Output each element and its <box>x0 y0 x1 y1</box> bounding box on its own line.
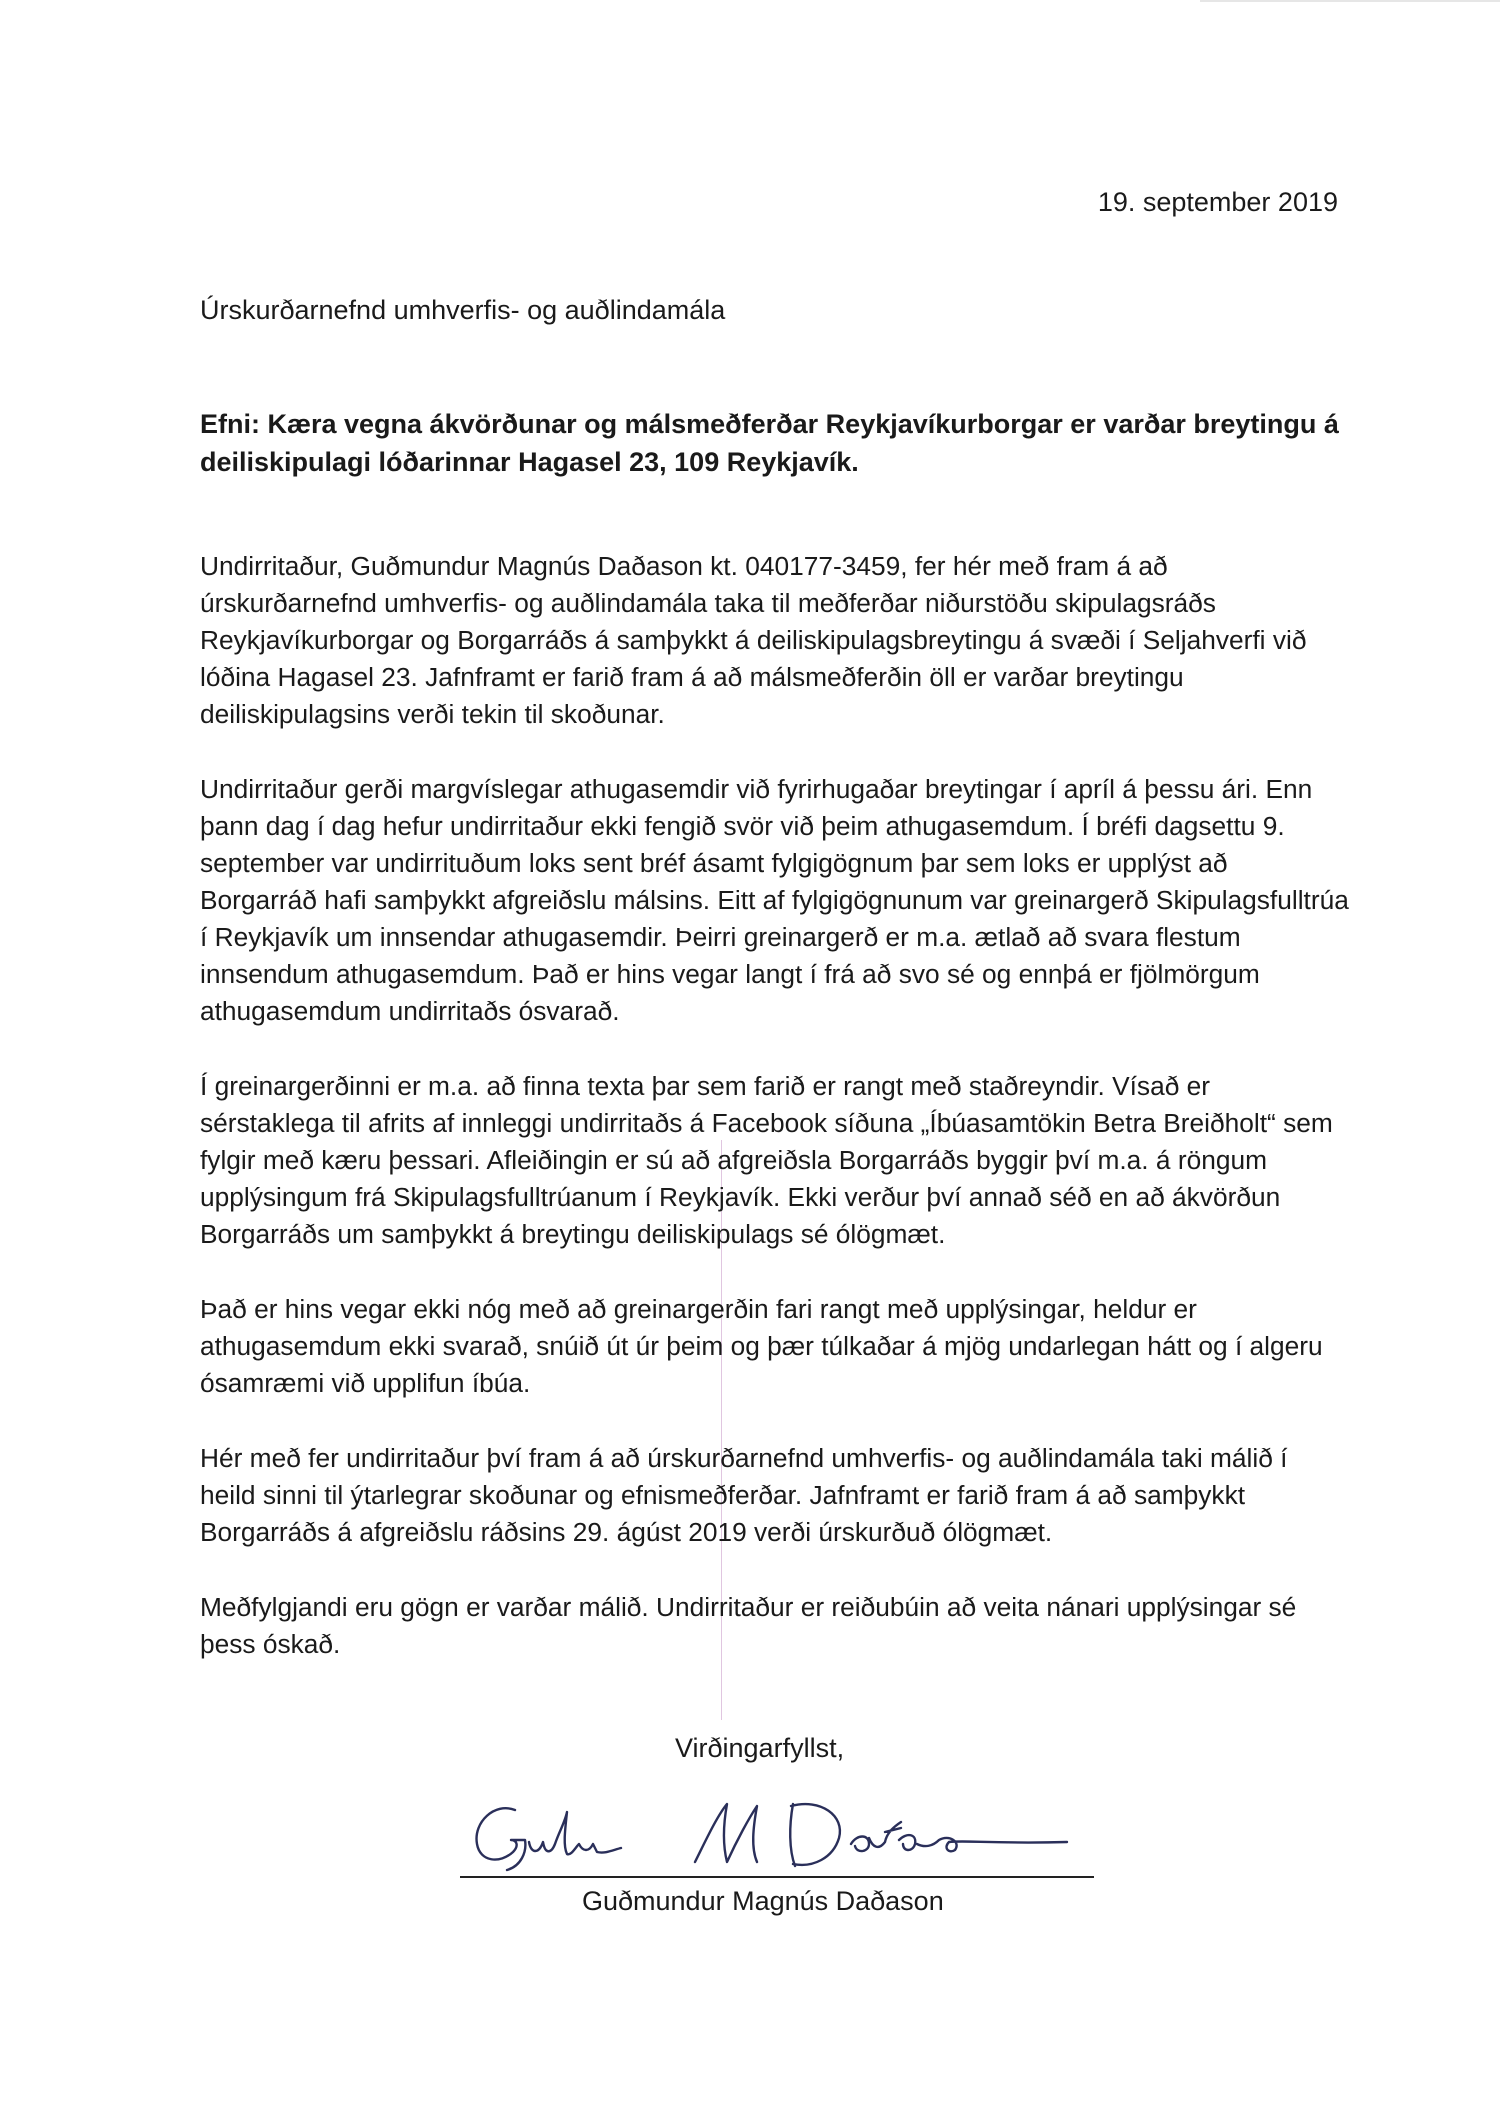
recipient: Úrskurðarnefnd umhverfis- og auðlindamála <box>200 295 726 325</box>
paragraph: Það er hins vegar ekki nóg með að greinargerðin fari rangt með upplýsingar, heldur er athugasemdum ekki svarað, snúið út úr þeim og þær túlkaðar á mjög undarlegan hátt og í algeru ósamræmi við upplifun íbúa. <box>200 1294 1323 1398</box>
scan-edge-line <box>1200 0 1500 2</box>
letter-date: 19. september 2019 <box>1097 187 1338 217</box>
paragraph: Í greinargerðinni er m.a. að finna texta þar sem farið er rangt með staðreyndir. Vísað er sérstaklega til afrits af innleggi undirritaðs á Facebook síðuna „Íbúasamtökin Betra Breiðholt“ sem fylgir með kæru þessari. Afleiðingin er sú að afgreiðsla Borgarráðs byggir því m.a. á röngum upplýsingum frá Skipulagsfulltrúanum í Reykjavík. Ekki verður því annað séð en að ákvörðun Borgarráðs um samþykkt á breytingu deiliskipulags sé ólögmæt. <box>200 1071 1333 1249</box>
paragraph: Undirritaður, Guðmundur Magnús Daðason kt. 040177-3459, fer hér með fram á að úrskurðarnefnd umhverfis- og auðlindamála taka til meðferðar niðurstöðu skipulagsráðs Reykjavíkurborgar og Borgarráðs á samþykkt á deiliskipulagsbreytingu á svæði í Seljahverfi við lóðina Hagasel 23. Jafnframt er farið fram á að málsmeðferðin öll er varðar breytingu deiliskipulagsins verði tekin til skoðunar. <box>200 551 1307 729</box>
letter-body <box>200 548 1350 1701</box>
subject-line: Efni: Kæra vegna ákvörðunar og málsmeðferðar Reykjavíkurborgar er varðar breytingu á deiliskipulagi lóðarinnar Hagasel 23, 109 Reykjavík. <box>200 409 1339 477</box>
signer-name: Guðmundur Magnús Daðason <box>582 1886 944 1916</box>
signature-line <box>460 1876 1094 1878</box>
paragraph: Hér með fer undirritaður því fram á að úrskurðarnefnd umhverfis- og auðlindamála taki málið í heild sinni til ýtarlegrar skoðunar og efnismeðferðar. Jafnframt er farið fram á að samþykkt Borgarráðs á afgreiðslu ráðsins 29. ágúst 2019 verði úrskurðuð ólögmæt. <box>200 1443 1288 1547</box>
paragraph: Undirritaður gerði margvíslegar athugasemdir við fyrirhugaðar breytingar í apríl á þessu ári. Enn þann dag í dag hefur undirritaður ekki fengið svör við þeim athugasemdum. Í bréfi dagsettu 9. september var undirrituðum loks sent bréf ásamt fylgigögnum þar sem loks er upplýst að Borgarráð hafi samþykkt afgreiðslu málsins. Eitt af fylgigögnunum var greinargerð Skipulagsfulltrúa í Reykjavík um innsendar athugasemdir. Þeirri greinargerð er m.a. ætlað að svara flestum innsendum athugasemdum. Það er hins vegar langt í frá að svo sé og ennþá er fjölmörgum athugasemdum undirritaðs ósvarað. <box>200 774 1349 1026</box>
paragraph: Meðfylgjandi eru gögn er varðar málið. Undirritaður er reiðubúin að veita nánari upplýsingar sé þess óskað. <box>200 1592 1297 1659</box>
closing-salutation: Virðingarfyllst, <box>675 1733 845 1763</box>
handwritten-signature <box>455 1782 1095 1882</box>
